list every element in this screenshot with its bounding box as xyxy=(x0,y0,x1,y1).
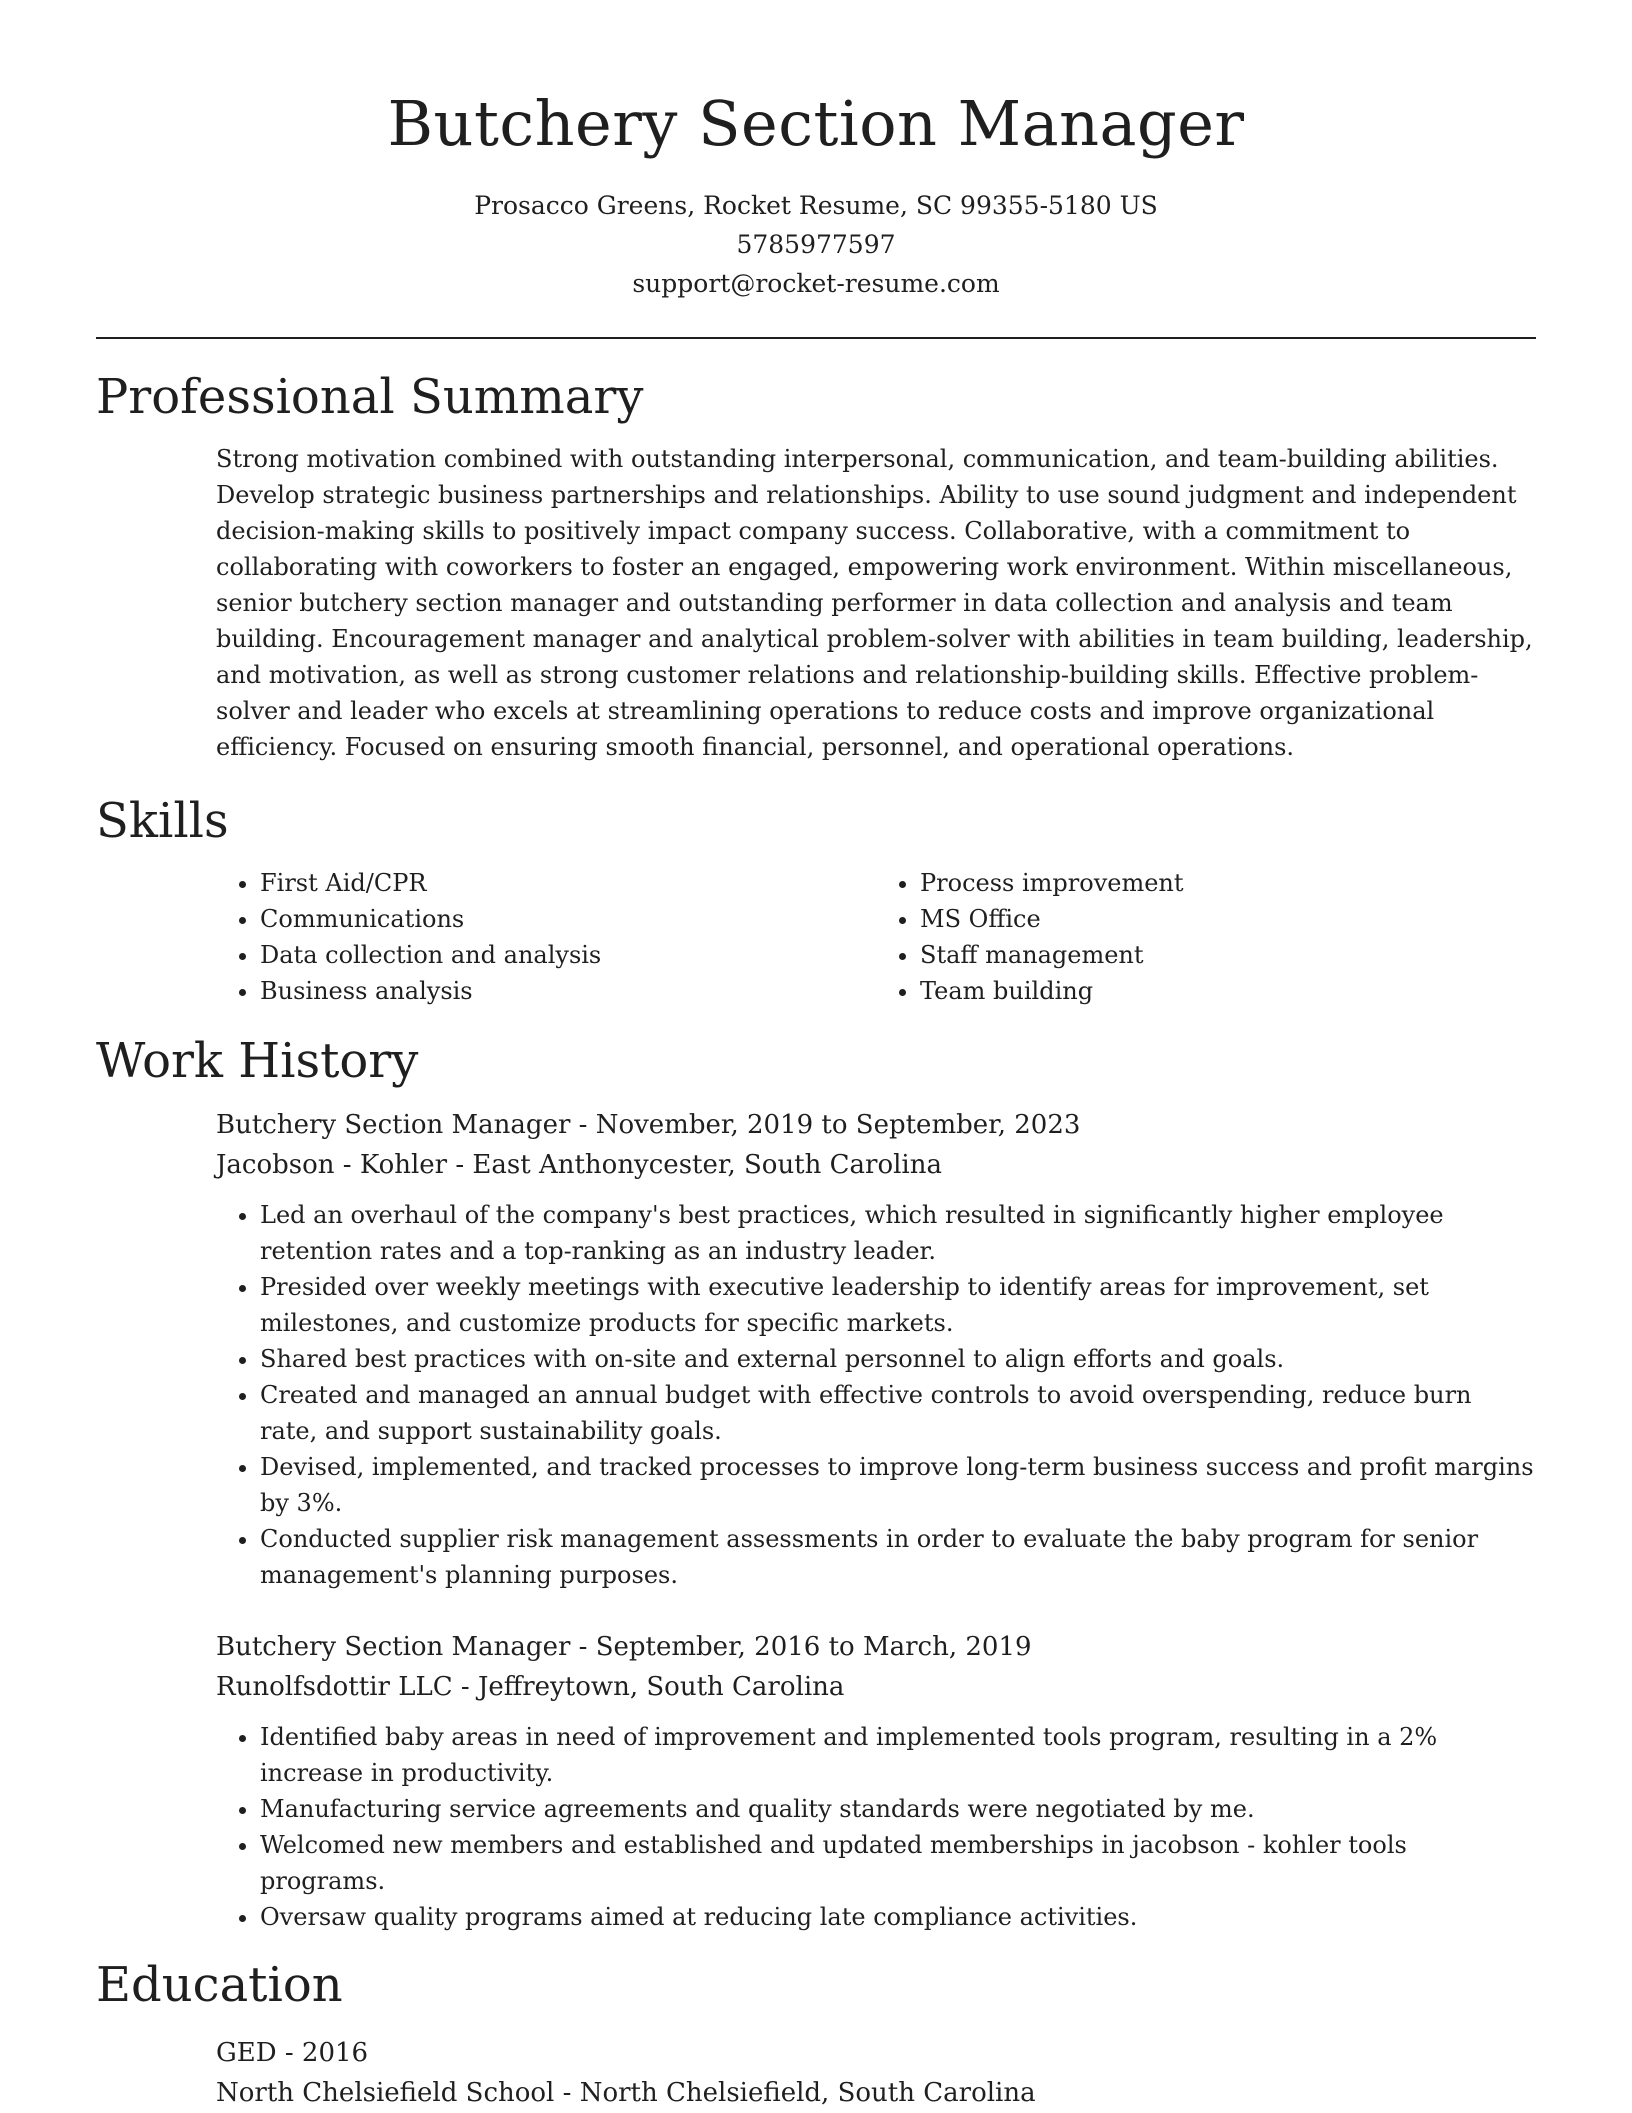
job-bullet: • Conducted supplier risk management assessments in order to evaluate the baby program for senior management's planning purposes. xyxy=(260,1521,1536,1593)
job-bullets xyxy=(216,1719,1536,1935)
job-company: Jacobson - Kohler xyxy=(216,1150,448,1180)
job-bullet: • Manufacturing service agreements and quality standards were negotiated by me. xyxy=(260,1791,1536,1827)
summary-text: Strong motivation combined with outstanding interpersonal, communication, and team-building abilities. Develop strategic business partnerships and relationships. Ability to use sound judgment and independent decision-making skills to positively impact company success. Collaborative, with a commitment to collaborating with coworkers to foster an engaged, empowering work environment. Within miscellaneous, senior butchery section manager and outstanding performer in data collection and analysis and team building. Encouragement manager and analytical problem-solver with abilities in team building, leadership, and motivation, as well as strong customer relations and relationship-building skills. Effective problem-solver and leader who excels at streamlining operations to reduce costs and improve organizational efficiency. Focused on ensuring smooth financial, personnel, and operational operations. xyxy=(216,445,1533,761)
skill-item: • Business analysis xyxy=(260,973,876,1009)
skill-item: • Process improvement xyxy=(920,865,1536,901)
summary-section xyxy=(96,367,1536,765)
work-history-section xyxy=(96,1031,1536,1935)
job-company-line xyxy=(216,1145,1536,1185)
skill-item: • MS Office xyxy=(920,901,1536,937)
resume-header xyxy=(96,0,1536,303)
job-bullet: • Welcomed new members and established and updated memberships in jacobson - kohler tools programs. xyxy=(260,1827,1536,1899)
skill-item: • First Aid/CPR xyxy=(260,865,876,901)
job-title-line xyxy=(216,1105,1536,1145)
job-bullet: • Devised, implemented, and tracked processes to improve long-term business success and profit margins by 3%. xyxy=(260,1449,1536,1521)
summary-title: Professional Summary xyxy=(96,369,644,425)
skills-section xyxy=(96,791,1536,1009)
job-dates: - September, 2016 to March, 2019 xyxy=(570,1632,1032,1662)
job-bullet: • Identified baby areas in need of improvement and implemented tools program, resulting in a 2% increase in productivity. xyxy=(260,1719,1536,1791)
phone: 5785977597 xyxy=(736,230,896,259)
education-section xyxy=(96,1955,1536,2113)
job-bullet: • Oversaw quality programs aimed at reducing late compliance activities. xyxy=(260,1899,1536,1935)
skills-column-right xyxy=(876,865,1536,1009)
job-dates: - November, 2019 to September, 2023 xyxy=(570,1110,1081,1140)
skill-item: • Staff management xyxy=(920,937,1536,973)
work-history-title: Work History xyxy=(96,1033,419,1089)
skill-item: • Data collection and analysis xyxy=(260,937,876,973)
candidate-name: Butchery Section Manager xyxy=(387,87,1245,160)
email: support@rocket-resume.com xyxy=(632,269,1000,298)
job-bullet: • Presided over weekly meetings with executive leadership to identify areas for improvement, set milestones, and customize products for specific markets. xyxy=(260,1269,1536,1341)
school-location: - North Chelsiefield, South Carolina xyxy=(554,2078,1036,2108)
skills-title: Skills xyxy=(96,793,229,849)
job-company-line xyxy=(216,1667,1536,1707)
job-title: Butchery Section Manager xyxy=(216,1110,571,1140)
job-bullet: • Created and managed an annual budget with effective controls to avoid overspending, reduce burn rate, and support sustainability goals. xyxy=(260,1377,1536,1449)
job-location: - Jeffreytown, South Carolina xyxy=(452,1672,845,1702)
degree-line xyxy=(216,2033,1536,2073)
skills-grid xyxy=(216,865,1536,1009)
degree: GED xyxy=(216,2038,277,2068)
education-entry xyxy=(216,2033,1536,2113)
school-name: North Chelsiefield School xyxy=(216,2078,555,2108)
skill-item: • Team building xyxy=(920,973,1536,1009)
job-location: - East Anthonycester, South Carolina xyxy=(447,1150,942,1180)
school-line xyxy=(216,2073,1536,2113)
job-entry xyxy=(216,1627,1536,1935)
degree-year: - 2016 xyxy=(276,2038,369,2068)
education-title: Education xyxy=(96,1957,343,2013)
job-title-line xyxy=(216,1627,1536,1667)
header-divider xyxy=(96,337,1536,339)
resume-page xyxy=(96,0,1536,2113)
contact-block xyxy=(96,186,1536,303)
skill-item: • Communications xyxy=(260,901,876,937)
job-title: Butchery Section Manager xyxy=(216,1632,571,1662)
job-bullet: • Led an overhaul of the company's best practices, which resulted in significantly higher employee retention rates and a top-ranking as an industry leader. xyxy=(260,1197,1536,1269)
job-bullets xyxy=(216,1197,1536,1593)
job-bullet: • Shared best practices with on-site and external personnel to align efforts and goals. xyxy=(260,1341,1536,1377)
address: Prosacco Greens, Rocket Resume, SC 99355-5180 US xyxy=(474,191,1158,220)
skills-column-left xyxy=(216,865,876,1009)
job-entry xyxy=(216,1105,1536,1593)
job-company: Runolfsdottir LLC xyxy=(216,1672,453,1702)
